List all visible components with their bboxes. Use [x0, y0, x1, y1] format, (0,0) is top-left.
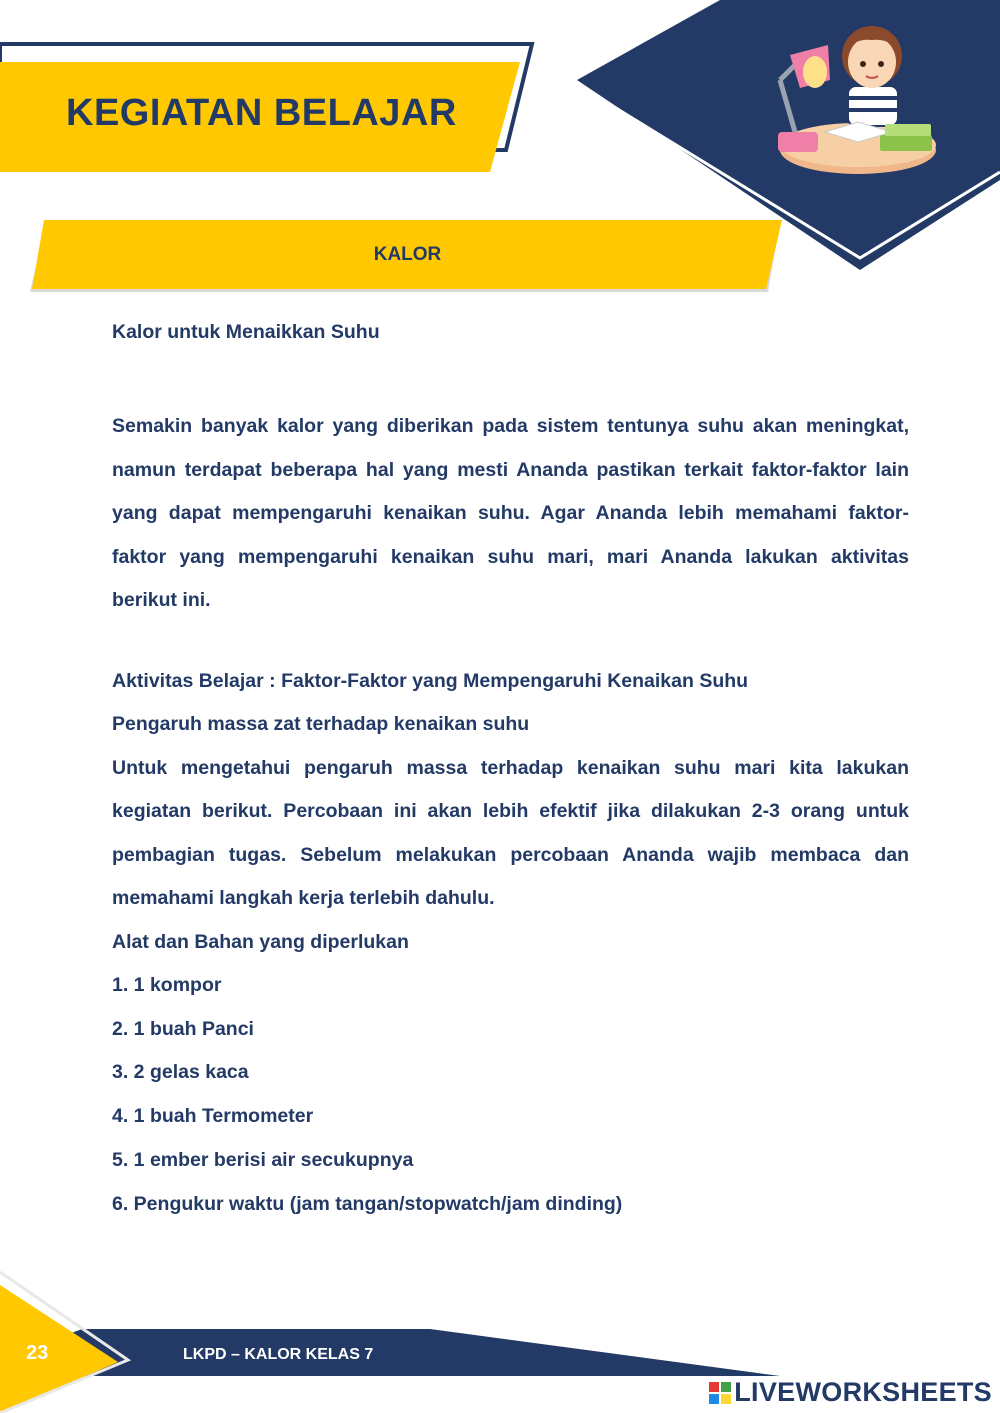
document-body: [112, 318, 909, 1226]
list-item: 6. Pengukur waktu (jam tangan/stopwatch/jam dinding): [112, 1192, 623, 1215]
watermark-text: LIVEWORKSHEETS: [734, 1377, 992, 1407]
intro-paragraph: Semakin banyak kalor yang diberikan pada sistem tentunya suhu akan meningkat, namun terdapat beberapa hal yang mesti Ananda pastikan terkait faktor-faktor lain yang dapat mempengaruhi kenaikan suhu. Agar Ananda lebih memahami faktor-faktor yang mempengaruhi kenaikan suhu mari, mari Ananda lakukan aktivitas berikut ini.: [112, 415, 909, 611]
page-number: 23: [26, 1342, 49, 1364]
section-title: KALOR: [373, 244, 442, 265]
activity-paragraph: Untuk mengetahui pengaruh massa terhadap kenaikan suhu mari kita lakukan kegiatan berikut. Percobaan ini akan lebih efektif jika dilakukan 2-3 orang untuk pembagian tugas. Sebelum melakukan percobaan Ananda wajib membaca dan memahami langkah kerja terlebih dahulu.: [112, 756, 909, 909]
subtitle: Kalor untuk Menaikkan Suhu: [112, 321, 380, 343]
liveworksheets-watermark[interactable]: [709, 1377, 992, 1408]
list-item: 1. 1 kompor: [112, 974, 222, 996]
list-item: 2. 1 buah Panci: [112, 1017, 254, 1040]
materials-list: [112, 964, 909, 1226]
list-item: 3. 2 gelas kaca: [112, 1061, 249, 1084]
list-item: 4. 1 buah Termometer: [112, 1105, 314, 1128]
materials-title: Alat dan Bahan yang diperlukan: [112, 930, 409, 953]
footer-text: LKPD – KALOR KELAS 7: [183, 1346, 374, 1363]
activity-subtitle: Pengaruh massa zat terhadap kenaikan suhu: [112, 713, 530, 735]
liveworksheets-logo-icon: [709, 1382, 731, 1404]
page-title: KEGIATAN BELAJAR: [66, 92, 457, 134]
list-item: 5. 1 ember berisi air secukupnya: [112, 1148, 414, 1171]
activity-title: Aktivitas Belajar : Faktor-Faktor yang Mempengaruhi Kenaikan Suhu: [112, 669, 749, 692]
